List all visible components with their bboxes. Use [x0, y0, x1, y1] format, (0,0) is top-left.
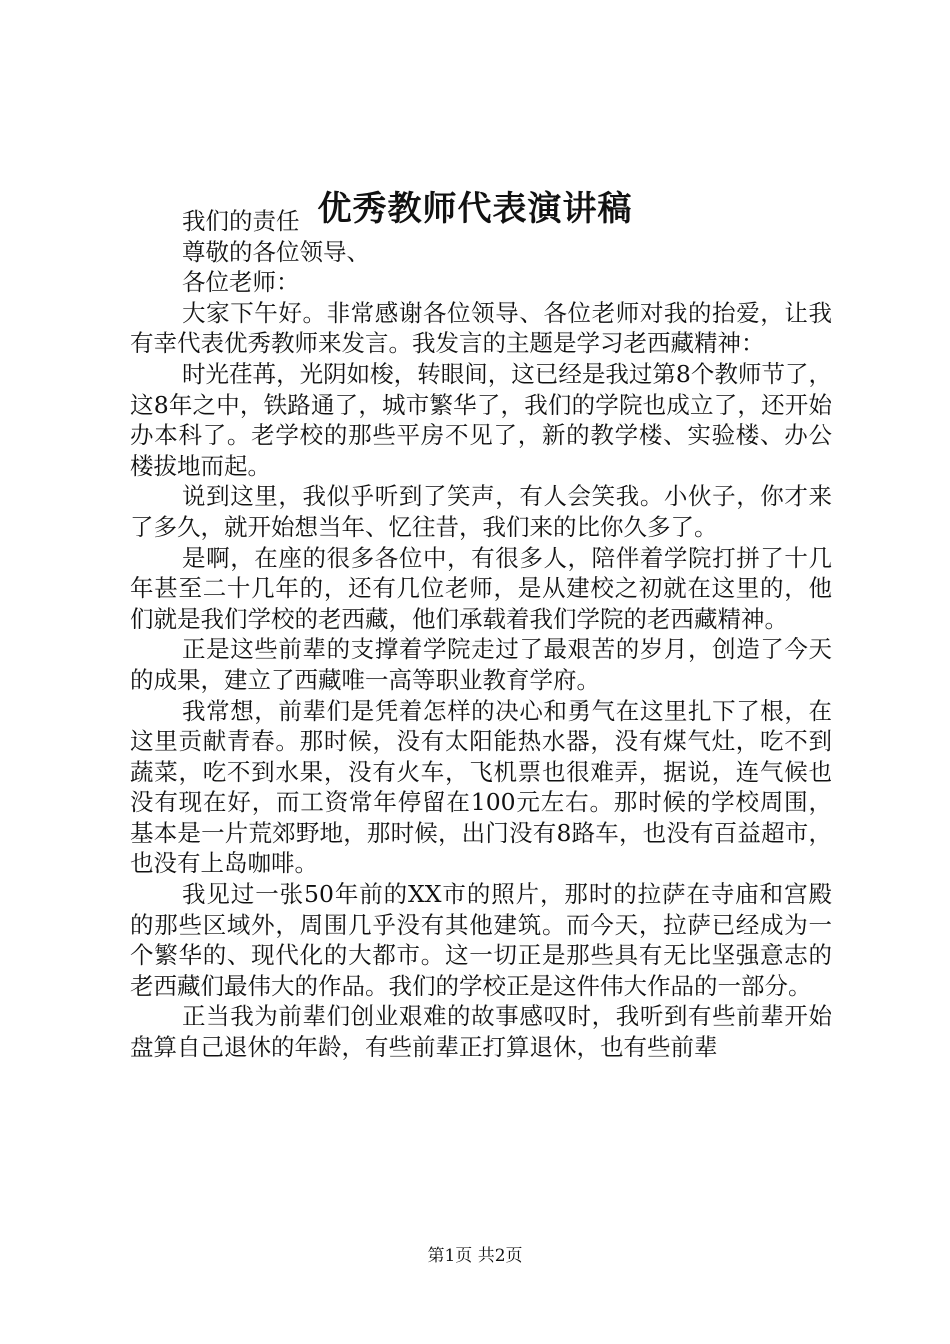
page-title: 优秀教师代表演讲稿 — [317, 189, 633, 229]
paragraph-subtitle: 我们的责任 — [182, 207, 300, 235]
paragraph: 正是这些前辈的支撑着学院走过了最艰苦的岁月，创造了今天的成果，建立了西藏唯一高等职业教育学府。 — [130, 635, 832, 694]
document-body — [130, 206, 832, 1063]
page-footer: 第1页 共2页 — [427, 1246, 523, 1266]
paragraph: 是啊，在座的很多各位中，有很多人，陪伴着学院打拼了十几年甚至二十几年的，还有几位老师，是从建校之初就在这里的，他们就是我们学校的老西藏，他们承载着我们学院的老西藏精神。 — [130, 543, 832, 633]
paragraph: 大家下午好。非常感谢各位领导、各位老师对我的抬爱，让我有幸代表优秀教师来发言。我发言的主题是学习老西藏精神： — [130, 298, 832, 358]
paragraph: 正当我为前辈们创业艰难的故事感叹时，我听到有些前辈开始盘算自己退休的年龄，有些前辈正打算退休，也有些前辈 — [130, 1002, 832, 1062]
paragraph: 我常想，前辈们是凭着怎样的决心和勇气在这里扎下了根，在这里贡献青春。那时候，没有太阳能热水器，没有煤气灶，吃不到蔬菜，吃不到水果，没有火车，飞机票也很难弄，据说，连气候也没有现在好，而工资常年停留在100元左右。那时候的学校周围，基本是一片荒郊野地，那时候，出门没有8路车，也没有百益超市，也没有上岛咖啡。 — [130, 696, 832, 878]
paragraph: 我见过一张50年前的XX市的照片，那时的拉萨在寺庙和宫殿的那些区域外，周围几乎没有其他建筑。而今天，拉萨已经成为一个繁华的、现代化的大都市。这一切正是那些具有无比坚强意志的老西藏们最伟大的作品。我们的学校正是这件伟大作品的一部分。 — [130, 880, 832, 1000]
paragraph-salutation-leaders: 尊敬的各位领导、 — [182, 237, 370, 266]
paragraph: 说到这里，我似乎听到了笑声，有人会笑我。小伙子，你才来了多久，就开始想当年、忆往昔，我们来的比你久多了。 — [130, 482, 832, 541]
paragraph-salutation-teachers: 各位老师： — [182, 268, 300, 297]
paragraph: 时光荏苒，光阴如梭，转眼间，这已经是我过第8个教师节了，这8年之中，铁路通了，城市繁华了，我们的学院也成立了，还开始办本科了。老学校的那些平房不见了，新的教学楼、实验楼、办公楼拔地而起。 — [130, 359, 832, 480]
